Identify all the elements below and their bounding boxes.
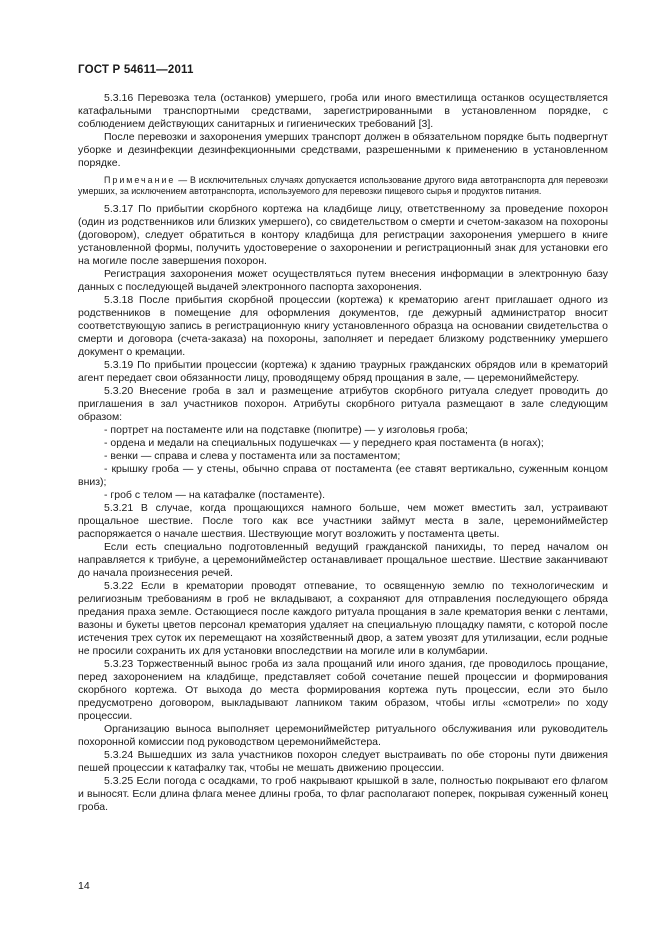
note-label: Примечание — [104, 175, 176, 185]
list-item: - портрет на постаменте или на подставке (пюпитре) — у изголовья гроба; — [104, 424, 468, 436]
paragraph-5-3-22: 5.3.22 Если в крематории проводят отпевание, то освященную землю по технологическим и религиозным требованиям в гроб не вкладывают, а сохраняют для отправления последующего обряда предания праха земле. Остающиеся после каждого ритуала прощания в зале крематория венки с лентами, вазоны и букеты цветов персонал крематория удаляет на специальную площадку памяти, с которой после истечения трех суток их перемещают на хозяйственный двор, а затем увозят для утилизации, если родные не просили сохранить их для установки впоследствии на могиле или в колумбарии. — [78, 580, 608, 657]
paragraph-5-3-16: 5.3.16 Перевозка тела (останков) умершего, гроба или иного вместилища останков осуществляется катафальными транспортными средствами, зарегистрированными в установленном порядке, с соблюдением действующих санитарных и гигиенических требований [3]. — [78, 92, 608, 130]
paragraph-5-3-24: 5.3.24 Вышедших из зала участников похорон следует выстраивать по обе стороны пути движения пешей процессии к катафалку так, чтобы не мешать движению процессии. — [78, 749, 608, 774]
list-item: - крышку гроба — у стены, обычно справа от постамента (ее ставят вертикально, суженным концом вниз); — [78, 463, 608, 488]
paragraph: Организацию выноса выполняет церемониймейстер ритуального обслуживания или руководитель похоронной комиссии под руководством церемониймейстера. — [78, 723, 608, 748]
list-item: - гроб с телом — на катафалке (постаменте). — [104, 489, 326, 501]
paragraph-5-3-17: 5.3.17 По прибытии скорбного кортежа на кладбище лицу, ответственному за проведение похорон (один из родственников или близких умершего), со свидетельством о смерти и счетом-заказом на похороны (договором), следует обратиться в контору кладбища для регистрации захоронения умершего в книге установленной формы, получить удостоверение о захоронении и регистрационный знак для установки его на могиле после завершения похорон. — [78, 203, 608, 267]
paragraph-5-3-20: 5.3.20 Внесение гроба в зал и размещение атрибутов скорбного ритуала следует проводить до приглашения в зал участников похорон. Атрибуты скорбного ритуала размещают в зале следующим образом: — [78, 385, 608, 423]
paragraph: Если есть специально подготовленный ведущий гражданской панихиды, то перед началом он направляется к трибуне, а церемониймейстер останавливает прощальное шествие. Шествие заканчивают до начала произнесения речей. — [78, 541, 608, 579]
paragraph-5-3-25: 5.3.25 Если погода с осадками, то гроб накрывают крышкой в зале, полностью покрывают его флагом и выносят. Если длина флага менее длины гроба, то флаг располагают поперек, покрывая суженный конец гроба. — [78, 775, 608, 813]
document-body — [78, 92, 608, 814]
paragraph: Регистрация захоронения может осуществляться путем внесения информации в электронную базу данных с последующей выдачей электронного паспорта захоронения. — [78, 268, 608, 293]
document-header: ГОСТ Р 54611—2011 — [78, 64, 194, 76]
note-paragraph — [78, 175, 608, 197]
paragraph-5-3-21: 5.3.21 В случае, когда прощающихся намного больше, чем может вместить зал, устраивают прощальное шествие. После того как все участники займут места в зале, церемониймейстер распоряжается о начале шествия. Шествующие могут возложить у постамента цветы. — [78, 502, 608, 540]
paragraph: После перевозки и захоронения умерших транспорт должен в обязательном порядке быть подвергнут уборке и дезинфекции дезинфекционными средствами, разрешенными к применению в установленном порядке. — [78, 131, 608, 169]
page-number: 14 — [78, 880, 90, 892]
list-item: - ордена и медали на специальных подушечках — у переднего края постамента (в ногах); — [104, 437, 544, 449]
note-text: — В исключительных случаях допускается использование другого вида автотранспорта для перевозки умерших, за исключением автотранспорта, используемого для перевозки пищевого сырья и продуктов питания. — [78, 175, 608, 196]
paragraph-5-3-23: 5.3.23 Торжественный вынос гроба из зала прощаний или иного здания, где проводилось прощание, перед захоронением на кладбище, представляет собой сочетание пешей процессии и формирования скорбного кортежа. От выхода до места формирования кортежа путь процессии, если это было предусмотрено договором, выкладывают лапником таким образом, чтобы иглы «смотрели» по ходу процессии. — [78, 658, 608, 722]
paragraph-5-3-18: 5.3.18 После прибытия скорбной процессии (кортежа) к крематорию агент приглашает одного из родственников в помещение для оформления документов, где дежурный администратор вносит соответствующую запись в регистрационную книгу установленного образца на основании свидетельства о смерти и договора (счета-заказа) на похороны, заполняет и передает близкому родственнику умершего документ о кремации. — [78, 294, 608, 358]
paragraph-5-3-19: 5.3.19 По прибытии процессии (кортежа) к зданию траурных гражданских обрядов или в крематорий агент передает свои обязанности лицу, проводящему обряд прощания в зале, — церемониймейстеру. — [78, 359, 608, 384]
list-item: - венки — справа и слева у постамента или за постаментом; — [104, 450, 401, 462]
